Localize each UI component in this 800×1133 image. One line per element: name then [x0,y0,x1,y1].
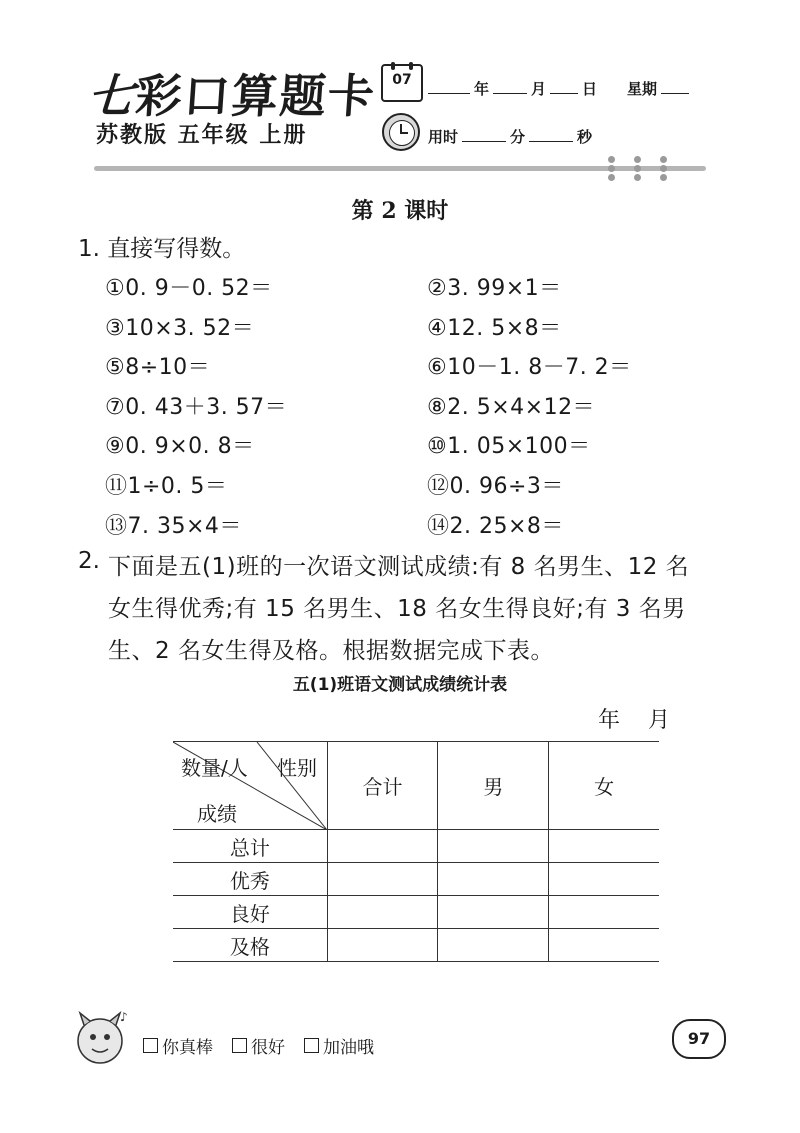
year-blank[interactable] [428,79,470,94]
minutes-blank[interactable] [462,127,506,142]
diag-gender-label: 性别 [277,756,317,780]
answer-cell[interactable] [549,863,659,896]
brand-title: 七彩口算题卡 [85,69,378,123]
question-1-label: 1. 直接写得数。 [78,236,246,262]
question-2-number: 2. [78,548,100,574]
problem-6: ⑥10－1. 8－7. 2＝ [427,355,632,380]
problem-1: ①0. 9－0. 52＝ [105,276,273,301]
rating-option-great[interactable]: 你真棒 [143,1033,213,1058]
table-row [173,929,659,962]
stats-table [173,741,659,962]
row-label-pass: 及格 [173,929,327,962]
table-header-row [173,742,659,830]
rating-option-good[interactable]: 很好 [232,1033,285,1058]
rating-option-keep-going[interactable]: 加油哦 [304,1033,374,1058]
problem-9: ⑨0. 9×0. 8＝ [105,434,255,459]
row-label-total: 总计 [173,830,327,863]
answer-cell[interactable] [549,929,659,962]
time-fields: 用时 分 秒 [428,128,593,146]
svg-text:♪: ♪ [120,1010,128,1024]
mascot-icon [70,1005,136,1071]
diag-grade-label: 成绩 [197,802,237,826]
table-row [173,863,659,896]
edition-label: 苏教版 五年级 上册 [96,123,308,148]
calendar-icon [381,64,423,102]
answer-cell[interactable] [327,863,438,896]
problem-8: ⑧2. 5×4×12＝ [427,395,596,420]
problem-3: ③10×3. 52＝ [105,316,255,341]
clock-icon [382,113,420,151]
weekday-blank[interactable] [661,79,689,94]
answer-cell[interactable] [327,830,438,863]
diagonal-header-cell [173,742,327,830]
problem-14: ⑭2. 25×8＝ [427,514,564,539]
pin-decoration [610,156,613,180]
table-row [173,830,659,863]
problem-5: ⑤8÷10＝ [105,355,211,380]
question-2-line-3: 生、2 名女生得及格。根据数据完成下表。 [108,638,554,664]
pin-decoration [662,156,665,180]
answer-cell[interactable] [438,863,549,896]
day-blank[interactable] [550,79,578,94]
answer-cell[interactable] [549,896,659,929]
problem-4: ④12. 5×8＝ [427,316,562,341]
answer-cell[interactable] [438,830,549,863]
col-total: 合计 [327,742,438,830]
problem-10: ⑩1. 05×100＝ [427,434,591,459]
problem-12: ⑫0. 96÷3＝ [427,474,564,499]
month-blank[interactable] [493,79,527,94]
page-number: 97 [672,1019,726,1059]
calendar-day: 07 [392,72,412,88]
table-date: 年 月 [598,708,670,733]
table-title: 五(1)班语文测试成绩统计表 [292,675,508,695]
col-male: 男 [438,742,549,830]
answer-cell[interactable] [549,830,659,863]
pin-decoration [636,156,639,180]
answer-cell[interactable] [438,929,549,962]
row-label-excellent: 优秀 [173,863,327,896]
problem-13: ⑬7. 35×4＝ [105,514,242,539]
checkbox[interactable] [304,1038,319,1053]
checkbox[interactable] [143,1038,158,1053]
problem-2: ②3. 99×1＝ [427,276,562,301]
checkbox[interactable] [232,1038,247,1053]
row-label-good: 良好 [173,896,327,929]
date-fields: 年 月 日 星期 [428,78,689,99]
table-row [173,896,659,929]
answer-cell[interactable] [438,896,549,929]
problem-11: ⑪1÷0. 5＝ [105,474,228,499]
question-2-line-2: 女生得优秀;有 15 名男生、18 名女生得良好;有 3 名男 [108,596,686,622]
question-2-line-1: 下面是五(1)班的一次语文测试成绩:有 8 名男生、12 名 [108,554,690,580]
seconds-blank[interactable] [529,127,573,142]
lesson-title: 第 2 课时 [351,198,449,224]
answer-cell[interactable] [327,929,438,962]
answer-cell[interactable] [327,896,438,929]
col-female: 女 [549,742,659,830]
problem-7: ⑦0. 43＋3. 57＝ [105,395,288,420]
diag-quantity-label: 数量/人 [181,756,248,780]
